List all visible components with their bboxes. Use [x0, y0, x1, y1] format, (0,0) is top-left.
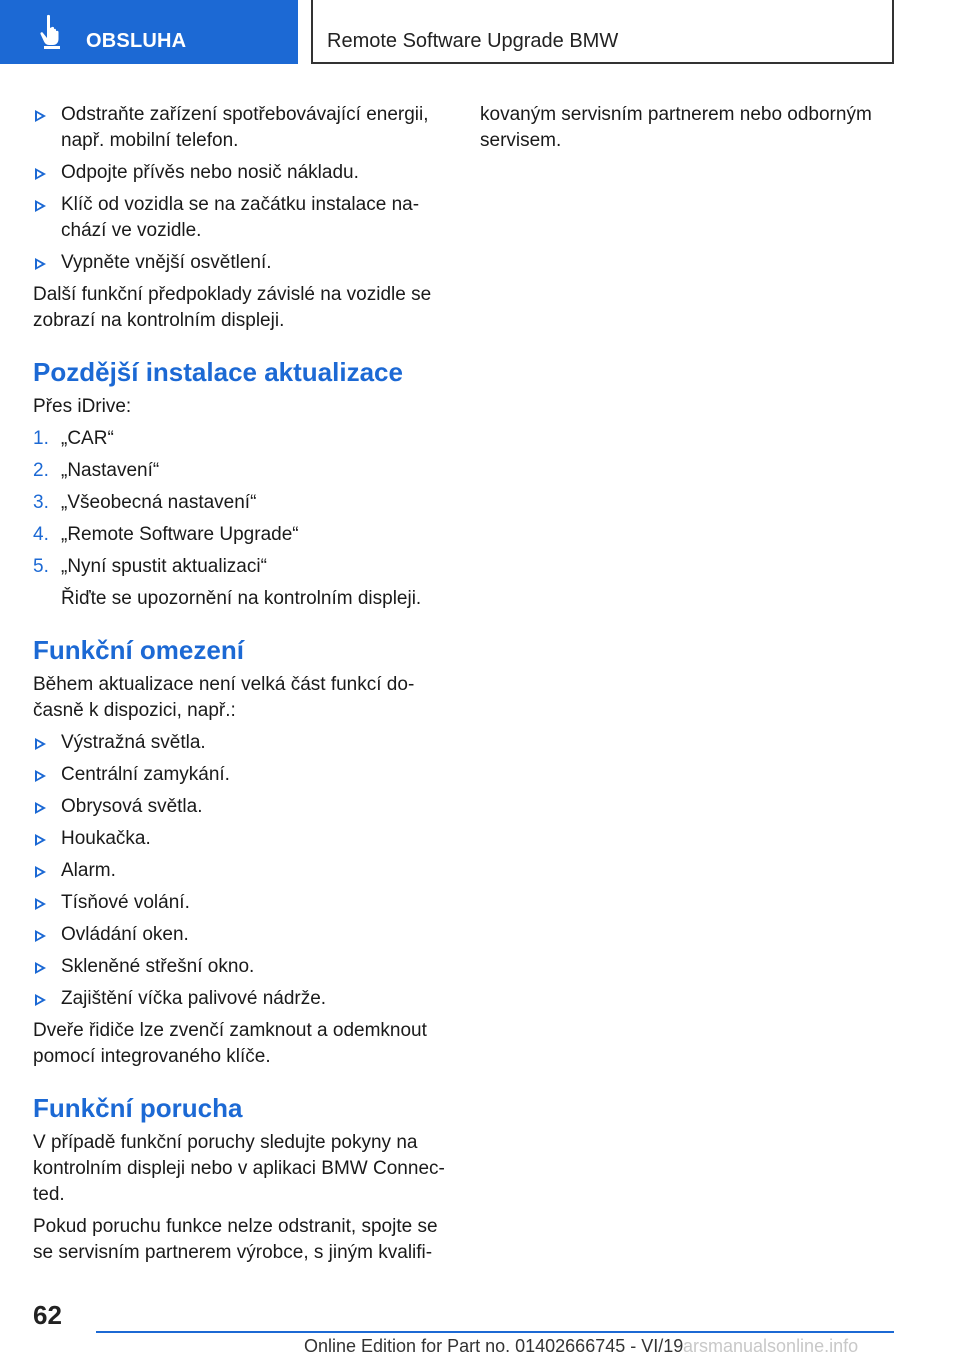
- triangle-bullet-icon: [35, 168, 46, 180]
- section-heading: Pozdější instalace aktualizace: [33, 357, 403, 387]
- paragraph: Pokud poruchu funkce nelze odstranit, spojte se se servisním partnerem výrobce, s jiným kvalifi-: [33, 1216, 438, 1263]
- list-item: Odpojte přívěs nebo nosič nákladu.: [33, 160, 453, 186]
- triangle-bullet-icon: [35, 930, 46, 942]
- triangle-bullet-icon: [35, 866, 46, 878]
- list-item: Obrysová světla.: [33, 794, 453, 820]
- triangle-bullet-icon: [35, 898, 46, 910]
- watermark: arsmanualsonline.info: [683, 1336, 859, 1356]
- triangle-bullet-icon: [35, 738, 46, 750]
- list-item: Ovládání oken.: [33, 922, 453, 948]
- step-note: Řiďte se upozornění na kontrolním displeji.: [61, 588, 422, 609]
- triangle-bullet-icon: [35, 200, 46, 212]
- triangle-bullet-icon: [35, 802, 46, 814]
- section-heading: Funkční omezení: [33, 635, 244, 665]
- step-item: 5. „Nyní spustit aktualizaci“: [33, 556, 267, 577]
- step-item: 2. „Nastavení“: [33, 460, 160, 481]
- list-item: Houkačka.: [33, 826, 453, 852]
- list-item: Zajištění víčka palivové nádrže.: [33, 986, 453, 1012]
- triangle-bullet-icon: [35, 834, 46, 846]
- step-item: 3. „Všeobecná nastavení“: [33, 492, 257, 513]
- paragraph: kovaným servisním partnerem nebo odborným servisem.: [480, 104, 872, 151]
- chapter-title: Remote Software Upgrade BMW: [327, 30, 619, 52]
- paragraph: Přes iDrive:: [33, 396, 132, 417]
- paragraph: Během aktualizace není velká část funkcí dočasně k dispozici, např.:: [33, 674, 415, 721]
- triangle-bullet-icon: [35, 962, 46, 974]
- left-column: [33, 102, 453, 1272]
- chapter-title-box: [311, 0, 894, 64]
- page-number: 62: [33, 1300, 62, 1330]
- triangle-bullet-icon: [35, 110, 46, 122]
- triangle-bullet-icon: [35, 994, 46, 1006]
- right-column: [480, 102, 890, 160]
- list-item: Výstražná světla.: [33, 730, 453, 756]
- list-item: Klíč od vozidla se na začátku instalace nachází ve vozidle.: [33, 192, 453, 244]
- list-item: Alarm.: [33, 858, 453, 884]
- triangle-bullet-icon: [35, 258, 46, 270]
- step-item: 4. „Remote Software Upgrade“: [33, 524, 299, 545]
- footer-edition: Online Edition for Part no. 01402666745 - VI/19: [304, 1336, 684, 1356]
- paragraph: Další funkční předpoklady závislé na vozidle se zobrazí na kontrolním displeji.: [33, 284, 432, 331]
- step-item: 1. „CAR“: [33, 428, 114, 449]
- paragraph: Dveře řidiče lze zvenčí zamknout a odemknout pomocí integrovaného klíče.: [33, 1020, 427, 1067]
- list-item: Vypněte vnější osvětlení.: [33, 250, 453, 276]
- list-item: Skleněné střešní okno.: [33, 954, 453, 980]
- section-label: OBSLUHA: [86, 30, 187, 52]
- section-tab: [0, 0, 298, 64]
- list-item: Odstraňte zařízení spotřebovávající energii, např. mobilní telefon.: [33, 102, 453, 154]
- list-item: Tísňové volání.: [33, 890, 453, 916]
- hand-pointer-icon: [38, 14, 68, 50]
- paragraph: V případě funkční poruchy sledujte pokyny na kontrolním displeji nebo v aplikaci BMW Connected.: [33, 1132, 445, 1205]
- triangle-bullet-icon: [35, 770, 46, 782]
- list-item: Centrální zamykání.: [33, 762, 453, 788]
- footer-divider: [96, 1331, 894, 1333]
- section-heading: Funkční porucha: [33, 1093, 243, 1123]
